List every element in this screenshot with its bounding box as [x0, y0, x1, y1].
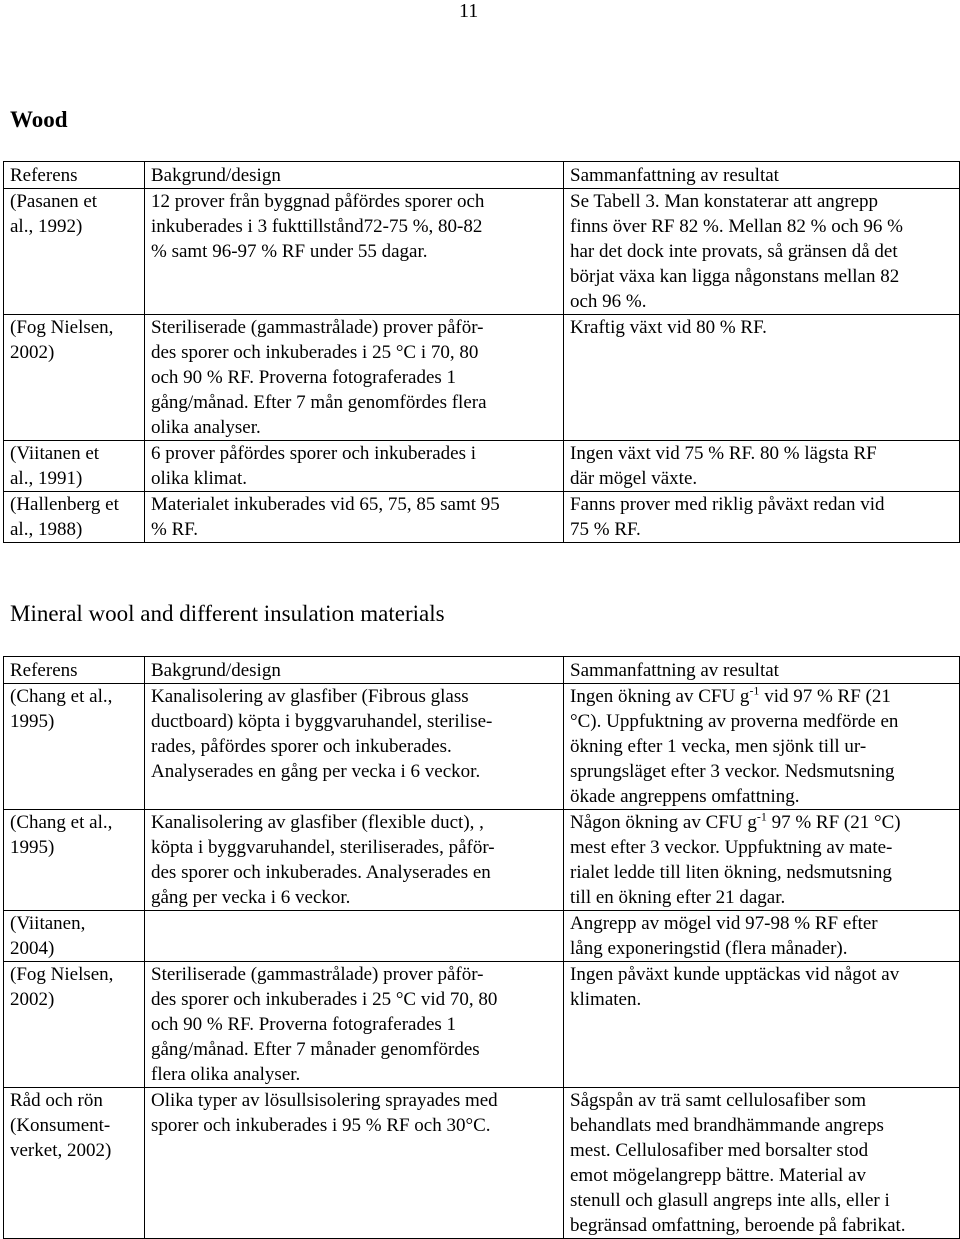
- table-row: [4, 911, 960, 962]
- cell-design: 6 prover påfördes sporer och inkuberades i olika klimat.: [145, 441, 564, 492]
- cell-reference: (Chang et al., 1995): [4, 810, 145, 911]
- table-row: [4, 1088, 960, 1239]
- cell-reference: (Fog Nielsen, 2002): [4, 962, 145, 1088]
- result-text: Ingen påväxt kunde upptäckas vid något av klimaten.: [570, 964, 900, 1010]
- section-title-wood: Wood: [10, 107, 68, 132]
- table-header-row: [4, 657, 960, 684]
- result-text: Ingen ökning av CFU g: [570, 686, 750, 707]
- result-text: Angrepp av mögel vid 97-98 % RF efter lång exponeringstid (flera månader).: [570, 913, 878, 959]
- cell-design: Olika typer av lösullsisolering sprayades med sporer och inkuberades i 95 % RF och 30°C.: [145, 1088, 564, 1239]
- cell-reference: (Viitanen et al., 1991): [4, 441, 145, 492]
- cell-design: Kanalisolering av glasfiber (Fibrous glass ductboard) köpta i byggvaruhandel, sterilise- rades, påfördes sporer och inkuberades. Analyserades en gång per vecka i 6 veckor.: [145, 684, 564, 810]
- header-bakgrund-design: Bakgrund/design: [145, 657, 564, 684]
- table-header-row: [4, 162, 960, 189]
- wood-table: [3, 161, 960, 543]
- result-text: vid 97 % RF (21 °C). Uppfuktning av proverna medförde en ökning efter 1 vecka, men sjönk till ur- sprungsläget efter 3 veckor. Nedsmutsning ökade angreppens omfattning.: [570, 686, 899, 807]
- table-row: [4, 492, 960, 543]
- cell-design: [145, 911, 564, 962]
- superscript: -1: [749, 683, 760, 698]
- cell-reference: (Chang et al., 1995): [4, 684, 145, 810]
- header-referens: Referens: [4, 657, 145, 684]
- cell-design: Steriliserade (gammastrålade) prover påför- des sporer och inkuberades i 25 °C i 70, 80 och 90 % RF. Proverna fotograferades 1 gång/månad. Efter 7 mån genomfördes flera olika analyser.: [145, 315, 564, 441]
- cell-design: Materialet inkuberades vid 65, 75, 85 samt 95 % RF.: [145, 492, 564, 543]
- header-bakgrund-design: Bakgrund/design: [145, 162, 564, 189]
- result-text: Sågspån av trä samt cellulosafiber som behandlats med brandhämmande angreps mest. Cellulosafiber med borsalter stod emot mögelangrepp bättre. Material av stenull och glasull angreps inte alls, eller i begränsad omfattning, beroende på fabrikat.: [570, 1090, 906, 1236]
- table-row: [4, 962, 960, 1088]
- cell-design: Steriliserade (gammastrålade) prover påför- des sporer och inkuberades i 25 °C vid 70, 80 och 90 % RF. Proverna fotograferades 1 gång/månad. Efter 7 månader genomfördes flera olika analyser.: [145, 962, 564, 1088]
- cell-result: [564, 684, 960, 810]
- cell-result: Fanns prover med riklig påväxt redan vid 75 % RF.: [564, 492, 960, 543]
- cell-reference: Råd och rön (Konsument- verket, 2002): [4, 1088, 145, 1239]
- superscript: -1: [756, 809, 767, 824]
- header-referens: Referens: [4, 162, 145, 189]
- cell-reference: (Viitanen, 2004): [4, 911, 145, 962]
- cell-design: Kanalisolering av glasfiber (flexible duct), , köpta i byggvaruhandel, steriliserades, påför- des sporer och inkuberades. Analyserades en gång per vecka i 6 veckor.: [145, 810, 564, 911]
- cell-result: [564, 911, 960, 962]
- cell-design: 12 prover från byggnad påfördes sporer och inkuberades i 3 fukttillstånd72-75 %, 80-82 % samt 96-97 % RF under 55 dagar.: [145, 189, 564, 315]
- cell-result: Se Tabell 3. Man konstaterar att angrepp finns över RF 82 %. Mellan 82 % och 96 % har det dock inte provats, så gränsen då det börjat växa kan ligga någonstans mellan 82 och 96 %.: [564, 189, 960, 315]
- header-sammanfattning: Sammanfattning av resultat: [564, 657, 960, 684]
- cell-result: [564, 810, 960, 911]
- table-row: [4, 315, 960, 441]
- cell-reference: (Pasanen et al., 1992): [4, 189, 145, 315]
- table-row: [4, 441, 960, 492]
- table-row: [4, 810, 960, 911]
- result-text: Någon ökning av CFU g: [570, 812, 757, 833]
- header-sammanfattning: Sammanfattning av resultat: [564, 162, 960, 189]
- cell-reference: (Fog Nielsen, 2002): [4, 315, 145, 441]
- mineral-wool-table: [3, 656, 960, 1239]
- cell-result: Kraftig växt vid 80 % RF.: [564, 315, 960, 441]
- cell-result: Ingen växt vid 75 % RF. 80 % lägsta RF där mögel växte.: [564, 441, 960, 492]
- cell-result: [564, 1088, 960, 1239]
- cell-reference: (Hallenberg et al., 1988): [4, 492, 145, 543]
- page-number: 11: [459, 0, 479, 22]
- table-row: [4, 189, 960, 315]
- cell-result: [564, 962, 960, 1088]
- section-title-mineral-wool: Mineral wool and different insulation materials: [10, 601, 445, 626]
- table-row: [4, 684, 960, 810]
- result-text: 97 % RF (21 °C) mest efter 3 veckor. Uppfuktning av mate- rialet ledde till liten ökning, nedsmutsning till en ökning efter 21 dagar.: [570, 812, 901, 908]
